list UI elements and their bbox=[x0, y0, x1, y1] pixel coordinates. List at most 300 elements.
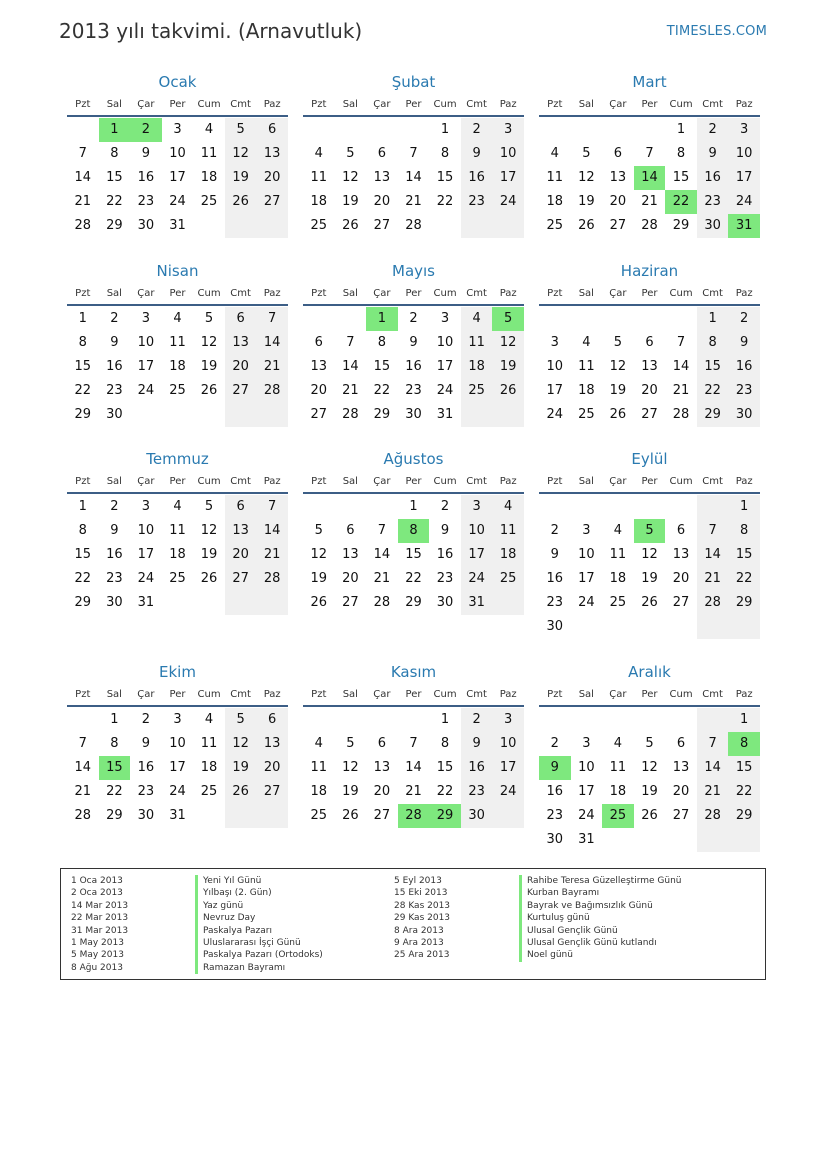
day-cell[interactable]: 2 bbox=[110, 311, 119, 326]
day-cell[interactable]: 17 bbox=[169, 760, 186, 775]
day-cell[interactable]: 30 bbox=[546, 619, 564, 634]
day-cell[interactable]: 26 bbox=[342, 808, 359, 823]
day-cell[interactable]: 24 bbox=[169, 784, 186, 799]
day-cell[interactable]: 22 bbox=[728, 567, 760, 591]
day-cell[interactable]: 24 bbox=[546, 407, 564, 422]
day-cell[interactable]: 17 bbox=[578, 784, 595, 799]
day-cell[interactable]: 8 bbox=[697, 331, 729, 355]
day-cell[interactable]: 12 bbox=[200, 335, 218, 350]
day-cell[interactable]: 23 bbox=[546, 595, 564, 610]
day-cell[interactable]: 14 bbox=[74, 760, 92, 775]
day-cell[interactable]: 21 bbox=[373, 571, 391, 586]
holiday-day-cell[interactable]: 22 bbox=[665, 190, 697, 214]
day-cell[interactable]: 7 bbox=[78, 146, 87, 161]
day-cell[interactable]: 24 bbox=[137, 383, 155, 398]
day-cell[interactable]: 28 bbox=[697, 804, 729, 828]
day-cell[interactable]: 2 bbox=[550, 523, 559, 538]
day-cell[interactable]: 14 bbox=[405, 170, 422, 185]
day-cell[interactable]: 4 bbox=[613, 736, 623, 751]
day-cell[interactable]: 15 bbox=[106, 170, 123, 185]
day-cell[interactable]: 25 bbox=[461, 379, 493, 403]
day-cell[interactable]: 22 bbox=[436, 784, 454, 799]
day-cell[interactable]: 10 bbox=[169, 146, 186, 161]
day-cell[interactable]: 24 bbox=[578, 808, 595, 823]
day-cell[interactable]: 15 bbox=[74, 547, 92, 562]
day-cell[interactable]: 23 bbox=[546, 808, 564, 823]
day-cell[interactable]: 6 bbox=[645, 335, 654, 350]
day-cell[interactable]: 11 bbox=[546, 170, 564, 185]
day-cell[interactable]: 4 bbox=[204, 122, 214, 137]
day-cell[interactable]: 9 bbox=[728, 331, 760, 355]
day-cell[interactable]: 29 bbox=[74, 595, 92, 610]
day-cell[interactable]: 26 bbox=[200, 571, 218, 586]
holiday-day-cell[interactable]: 1 bbox=[99, 118, 131, 142]
day-cell[interactable]: 21 bbox=[74, 784, 92, 799]
day-cell[interactable]: 20 bbox=[672, 571, 690, 586]
day-cell[interactable]: 8 bbox=[440, 146, 450, 161]
day-cell[interactable]: 13 bbox=[373, 760, 391, 775]
holiday-day-cell[interactable]: 9 bbox=[539, 756, 571, 780]
day-cell[interactable]: 14 bbox=[697, 756, 729, 780]
day-cell[interactable]: 19 bbox=[342, 194, 359, 209]
day-cell[interactable]: 29 bbox=[405, 595, 422, 610]
day-cell[interactable]: 16 bbox=[137, 760, 155, 775]
day-cell[interactable]: 18 bbox=[310, 784, 328, 799]
day-cell[interactable]: 21 bbox=[342, 383, 359, 398]
day-cell[interactable]: 19 bbox=[609, 383, 627, 398]
day-cell[interactable]: 27 bbox=[373, 218, 391, 233]
day-cell[interactable]: 13 bbox=[609, 170, 627, 185]
day-cell[interactable]: 22 bbox=[106, 194, 123, 209]
day-cell[interactable]: 5 bbox=[645, 736, 654, 751]
day-cell[interactable]: 17 bbox=[546, 383, 564, 398]
day-cell[interactable]: 3 bbox=[582, 523, 591, 538]
day-cell[interactable]: 28 bbox=[641, 218, 658, 233]
day-cell[interactable]: 16 bbox=[106, 359, 123, 374]
day-cell[interactable]: 5 bbox=[204, 499, 214, 514]
day-cell[interactable]: 14 bbox=[373, 547, 391, 562]
day-cell[interactable]: 10 bbox=[578, 547, 595, 562]
day-cell[interactable]: 20 bbox=[225, 543, 257, 567]
day-cell[interactable]: 20 bbox=[256, 756, 288, 780]
day-cell[interactable]: 4 bbox=[492, 495, 524, 519]
day-cell[interactable]: 9 bbox=[461, 142, 493, 166]
day-cell[interactable]: 13 bbox=[342, 547, 359, 562]
day-cell[interactable]: 10 bbox=[578, 760, 595, 775]
day-cell[interactable]: 4 bbox=[173, 311, 182, 326]
day-cell[interactable]: 15 bbox=[373, 359, 391, 374]
day-cell[interactable]: 23 bbox=[697, 190, 729, 214]
holiday-day-cell[interactable]: 8 bbox=[728, 732, 760, 756]
day-cell[interactable]: 20 bbox=[310, 383, 328, 398]
day-cell[interactable]: 13 bbox=[256, 142, 288, 166]
day-cell[interactable]: 27 bbox=[672, 808, 690, 823]
day-cell[interactable]: 31 bbox=[169, 218, 186, 233]
day-cell[interactable]: 30 bbox=[106, 407, 123, 422]
day-cell[interactable]: 14 bbox=[256, 519, 288, 543]
day-cell[interactable]: 14 bbox=[74, 170, 92, 185]
day-cell[interactable]: 9 bbox=[409, 335, 418, 350]
day-cell[interactable]: 9 bbox=[141, 736, 151, 751]
day-cell[interactable]: 3 bbox=[461, 495, 493, 519]
day-cell[interactable]: 11 bbox=[578, 359, 595, 374]
day-cell[interactable]: 4 bbox=[204, 712, 214, 727]
day-cell[interactable]: 19 bbox=[225, 756, 257, 780]
day-cell[interactable]: 5 bbox=[346, 146, 355, 161]
day-cell[interactable]: 8 bbox=[110, 146, 119, 161]
day-cell[interactable]: 15 bbox=[697, 355, 729, 379]
day-cell[interactable]: 1 bbox=[78, 499, 87, 514]
day-cell[interactable]: 22 bbox=[405, 571, 422, 586]
day-cell[interactable]: 19 bbox=[342, 784, 359, 799]
day-cell[interactable]: 27 bbox=[256, 190, 288, 214]
day-cell[interactable]: 30 bbox=[405, 407, 422, 422]
day-cell[interactable]: 26 bbox=[641, 808, 658, 823]
day-cell[interactable]: 9 bbox=[110, 523, 119, 538]
day-cell[interactable]: 18 bbox=[310, 194, 328, 209]
day-cell[interactable]: 22 bbox=[74, 571, 92, 586]
holiday-day-cell[interactable]: 29 bbox=[429, 804, 461, 828]
day-cell[interactable]: 1 bbox=[409, 499, 418, 514]
day-cell[interactable]: 19 bbox=[578, 194, 595, 209]
holiday-day-cell[interactable]: 5 bbox=[492, 307, 524, 331]
day-cell[interactable]: 11 bbox=[169, 335, 186, 350]
day-cell[interactable]: 6 bbox=[225, 307, 257, 331]
day-cell[interactable]: 15 bbox=[405, 547, 422, 562]
day-cell[interactable]: 29 bbox=[106, 808, 123, 823]
day-cell[interactable]: 6 bbox=[256, 118, 288, 142]
holiday-day-cell[interactable]: 2 bbox=[130, 118, 162, 142]
day-cell[interactable]: 16 bbox=[546, 571, 564, 586]
holiday-day-cell[interactable]: 5 bbox=[634, 519, 666, 543]
day-cell[interactable]: 27 bbox=[609, 218, 627, 233]
day-cell[interactable]: 26 bbox=[609, 407, 627, 422]
holiday-day-cell[interactable]: 15 bbox=[99, 756, 131, 780]
day-cell[interactable]: 6 bbox=[613, 146, 623, 161]
day-cell[interactable]: 20 bbox=[609, 194, 627, 209]
day-cell[interactable]: 28 bbox=[74, 808, 92, 823]
day-cell[interactable]: 1 bbox=[697, 307, 729, 331]
day-cell[interactable]: 31 bbox=[461, 591, 493, 615]
day-cell[interactable]: 26 bbox=[200, 383, 218, 398]
day-cell[interactable]: 16 bbox=[405, 359, 422, 374]
day-cell[interactable]: 16 bbox=[137, 170, 155, 185]
day-cell[interactable]: 22 bbox=[74, 383, 92, 398]
day-cell[interactable]: 1 bbox=[728, 708, 760, 732]
brand-link[interactable]: TIMESLES.COM bbox=[666, 24, 767, 39]
day-cell[interactable]: 25 bbox=[200, 784, 218, 799]
day-cell[interactable]: 13 bbox=[373, 170, 391, 185]
day-cell[interactable]: 7 bbox=[256, 307, 288, 331]
day-cell[interactable]: 8 bbox=[110, 736, 119, 751]
day-cell[interactable]: 7 bbox=[256, 495, 288, 519]
day-cell[interactable]: 6 bbox=[676, 523, 686, 538]
day-cell[interactable]: 8 bbox=[377, 335, 387, 350]
day-cell[interactable]: 3 bbox=[582, 736, 591, 751]
day-cell[interactable]: 7 bbox=[409, 736, 418, 751]
day-cell[interactable]: 29 bbox=[728, 591, 760, 615]
day-cell[interactable]: 29 bbox=[74, 407, 92, 422]
day-cell[interactable]: 19 bbox=[641, 784, 658, 799]
day-cell[interactable]: 6 bbox=[377, 736, 387, 751]
holiday-day-cell[interactable]: 14 bbox=[634, 166, 666, 190]
day-cell[interactable]: 11 bbox=[169, 523, 186, 538]
holiday-day-cell[interactable]: 31 bbox=[728, 214, 760, 238]
day-cell[interactable]: 20 bbox=[672, 784, 690, 799]
day-cell[interactable]: 3 bbox=[550, 335, 559, 350]
day-cell[interactable]: 16 bbox=[728, 355, 760, 379]
day-cell[interactable]: 20 bbox=[342, 571, 359, 586]
day-cell[interactable]: 10 bbox=[461, 519, 493, 543]
day-cell[interactable]: 17 bbox=[436, 359, 454, 374]
day-cell[interactable]: 18 bbox=[200, 170, 218, 185]
day-cell[interactable]: 11 bbox=[310, 170, 328, 185]
day-cell[interactable]: 13 bbox=[641, 359, 658, 374]
day-cell[interactable]: 23 bbox=[405, 383, 422, 398]
day-cell[interactable]: 20 bbox=[225, 355, 257, 379]
day-cell[interactable]: 24 bbox=[169, 194, 186, 209]
day-cell[interactable]: 14 bbox=[672, 359, 690, 374]
holiday-day-cell[interactable]: 8 bbox=[398, 519, 430, 543]
day-cell[interactable]: 21 bbox=[405, 784, 422, 799]
day-cell[interactable]: 27 bbox=[225, 567, 257, 591]
day-cell[interactable]: 7 bbox=[346, 335, 355, 350]
day-cell[interactable]: 10 bbox=[492, 142, 524, 166]
day-cell[interactable]: 25 bbox=[310, 808, 328, 823]
day-cell[interactable]: 4 bbox=[550, 146, 559, 161]
day-cell[interactable]: 18 bbox=[546, 194, 564, 209]
day-cell[interactable]: 20 bbox=[373, 194, 391, 209]
day-cell[interactable]: 18 bbox=[169, 359, 186, 374]
day-cell[interactable]: 16 bbox=[546, 784, 564, 799]
day-cell[interactable]: 5 bbox=[314, 523, 323, 538]
day-cell[interactable]: 7 bbox=[697, 519, 729, 543]
day-cell[interactable]: 5 bbox=[225, 118, 257, 142]
day-cell[interactable]: 19 bbox=[492, 355, 524, 379]
day-cell[interactable]: 2 bbox=[728, 307, 760, 331]
day-cell[interactable]: 14 bbox=[256, 331, 288, 355]
day-cell[interactable]: 28 bbox=[256, 379, 288, 403]
day-cell[interactable]: 2 bbox=[110, 499, 119, 514]
day-cell[interactable]: 30 bbox=[436, 595, 454, 610]
day-cell[interactable]: 16 bbox=[461, 756, 493, 780]
day-cell[interactable]: 21 bbox=[672, 383, 690, 398]
day-cell[interactable]: 29 bbox=[106, 218, 123, 233]
day-cell[interactable]: 5 bbox=[613, 335, 623, 350]
day-cell[interactable]: 28 bbox=[697, 591, 729, 615]
day-cell[interactable]: 4 bbox=[314, 736, 323, 751]
day-cell[interactable]: 7 bbox=[645, 146, 654, 161]
day-cell[interactable]: 13 bbox=[310, 359, 328, 374]
day-cell[interactable]: 30 bbox=[137, 808, 155, 823]
day-cell[interactable]: 11 bbox=[310, 760, 328, 775]
day-cell[interactable]: 19 bbox=[200, 547, 218, 562]
day-cell[interactable]: 17 bbox=[578, 571, 595, 586]
day-cell[interactable]: 6 bbox=[225, 495, 257, 519]
day-cell[interactable]: 13 bbox=[225, 519, 257, 543]
day-cell[interactable]: 6 bbox=[377, 146, 387, 161]
day-cell[interactable]: 12 bbox=[342, 760, 359, 775]
day-cell[interactable]: 25 bbox=[169, 571, 186, 586]
day-cell[interactable]: 23 bbox=[106, 383, 123, 398]
day-cell[interactable]: 9 bbox=[141, 146, 151, 161]
day-cell[interactable]: 10 bbox=[436, 335, 454, 350]
day-cell[interactable]: 23 bbox=[728, 379, 760, 403]
day-cell[interactable]: 17 bbox=[461, 543, 493, 567]
day-cell[interactable]: 21 bbox=[641, 194, 658, 209]
day-cell[interactable]: 5 bbox=[346, 736, 355, 751]
day-cell[interactable]: 25 bbox=[169, 383, 186, 398]
day-cell[interactable]: 29 bbox=[672, 218, 690, 233]
day-cell[interactable]: 25 bbox=[546, 218, 564, 233]
day-cell[interactable]: 21 bbox=[697, 567, 729, 591]
day-cell[interactable]: 24 bbox=[492, 190, 524, 214]
day-cell[interactable]: 8 bbox=[78, 523, 87, 538]
day-cell[interactable]: 31 bbox=[169, 808, 186, 823]
day-cell[interactable]: 17 bbox=[728, 166, 760, 190]
day-cell[interactable]: 18 bbox=[609, 784, 627, 799]
day-cell[interactable]: 28 bbox=[256, 567, 288, 591]
day-cell[interactable]: 21 bbox=[74, 194, 92, 209]
day-cell[interactable]: 28 bbox=[74, 218, 92, 233]
day-cell[interactable]: 13 bbox=[256, 732, 288, 756]
day-cell[interactable]: 27 bbox=[641, 407, 658, 422]
day-cell[interactable]: 5 bbox=[582, 146, 591, 161]
day-cell[interactable]: 28 bbox=[373, 595, 391, 610]
day-cell[interactable]: 11 bbox=[200, 146, 218, 161]
day-cell[interactable]: 23 bbox=[461, 190, 493, 214]
day-cell[interactable]: 16 bbox=[436, 547, 454, 562]
day-cell[interactable]: 26 bbox=[225, 190, 257, 214]
day-cell[interactable]: 24 bbox=[728, 190, 760, 214]
day-cell[interactable]: 17 bbox=[492, 756, 524, 780]
day-cell[interactable]: 8 bbox=[78, 335, 87, 350]
day-cell[interactable]: 9 bbox=[440, 523, 450, 538]
day-cell[interactable]: 8 bbox=[440, 736, 450, 751]
day-cell[interactable]: 15 bbox=[74, 359, 92, 374]
day-cell[interactable]: 13 bbox=[672, 547, 690, 562]
day-cell[interactable]: 12 bbox=[342, 170, 359, 185]
day-cell[interactable]: 18 bbox=[200, 760, 218, 775]
day-cell[interactable]: 22 bbox=[373, 383, 391, 398]
day-cell[interactable]: 29 bbox=[697, 403, 729, 427]
day-cell[interactable]: 27 bbox=[256, 780, 288, 804]
day-cell[interactable]: 11 bbox=[492, 519, 524, 543]
day-cell[interactable]: 21 bbox=[256, 543, 288, 567]
day-cell[interactable]: 15 bbox=[436, 760, 454, 775]
day-cell[interactable]: 31 bbox=[436, 407, 454, 422]
day-cell[interactable]: 1 bbox=[110, 712, 119, 727]
day-cell[interactable]: 21 bbox=[405, 194, 422, 209]
day-cell[interactable]: 8 bbox=[676, 146, 686, 161]
day-cell[interactable]: 20 bbox=[256, 166, 288, 190]
day-cell[interactable]: 6 bbox=[346, 523, 355, 538]
day-cell[interactable]: 7 bbox=[78, 736, 87, 751]
day-cell[interactable]: 30 bbox=[106, 595, 123, 610]
day-cell[interactable]: 25 bbox=[200, 194, 218, 209]
holiday-day-cell[interactable]: 28 bbox=[398, 804, 430, 828]
day-cell[interactable]: 10 bbox=[137, 523, 155, 538]
day-cell[interactable]: 29 bbox=[728, 804, 760, 828]
day-cell[interactable]: 10 bbox=[492, 732, 524, 756]
day-cell[interactable]: 4 bbox=[173, 499, 182, 514]
day-cell[interactable]: 29 bbox=[373, 407, 391, 422]
day-cell[interactable]: 2 bbox=[697, 118, 729, 142]
day-cell[interactable]: 4 bbox=[314, 146, 323, 161]
day-cell[interactable]: 2 bbox=[461, 118, 493, 142]
day-cell[interactable]: 30 bbox=[728, 403, 760, 427]
day-cell[interactable]: 25 bbox=[492, 567, 524, 591]
day-cell[interactable]: 10 bbox=[169, 736, 186, 751]
day-cell[interactable]: 22 bbox=[106, 784, 123, 799]
day-cell[interactable]: 13 bbox=[672, 760, 690, 775]
day-cell[interactable]: 2 bbox=[461, 708, 493, 732]
day-cell[interactable]: 15 bbox=[672, 170, 690, 185]
day-cell[interactable]: 17 bbox=[137, 359, 155, 374]
day-cell[interactable]: 22 bbox=[728, 780, 760, 804]
day-cell[interactable]: 10 bbox=[137, 335, 155, 350]
day-cell[interactable]: 11 bbox=[609, 760, 627, 775]
day-cell[interactable]: 17 bbox=[492, 166, 524, 190]
day-cell[interactable]: 1 bbox=[676, 122, 686, 137]
day-cell[interactable]: 27 bbox=[373, 808, 391, 823]
day-cell[interactable]: 9 bbox=[697, 142, 729, 166]
day-cell[interactable]: 12 bbox=[225, 142, 257, 166]
day-cell[interactable]: 7 bbox=[676, 335, 686, 350]
day-cell[interactable]: 27 bbox=[225, 379, 257, 403]
day-cell[interactable]: 2 bbox=[440, 499, 450, 514]
day-cell[interactable]: 21 bbox=[697, 780, 729, 804]
day-cell[interactable]: 21 bbox=[256, 355, 288, 379]
day-cell[interactable]: 12 bbox=[310, 547, 328, 562]
day-cell[interactable]: 12 bbox=[225, 732, 257, 756]
day-cell[interactable]: 6 bbox=[256, 708, 288, 732]
day-cell[interactable]: 17 bbox=[137, 547, 155, 562]
day-cell[interactable]: 30 bbox=[697, 214, 729, 238]
day-cell[interactable]: 30 bbox=[137, 218, 155, 233]
day-cell[interactable]: 16 bbox=[461, 166, 493, 190]
day-cell[interactable]: 23 bbox=[137, 784, 155, 799]
holiday-day-cell[interactable]: 25 bbox=[602, 804, 634, 828]
day-cell[interactable]: 2 bbox=[141, 712, 151, 727]
day-cell[interactable]: 31 bbox=[578, 832, 595, 847]
day-cell[interactable]: 28 bbox=[672, 407, 690, 422]
day-cell[interactable]: 14 bbox=[342, 359, 359, 374]
day-cell[interactable]: 30 bbox=[546, 832, 564, 847]
day-cell[interactable]: 3 bbox=[440, 311, 450, 326]
day-cell[interactable]: 5 bbox=[204, 311, 214, 326]
day-cell[interactable]: 15 bbox=[436, 170, 454, 185]
day-cell[interactable]: 3 bbox=[492, 708, 524, 732]
day-cell[interactable]: 2 bbox=[550, 736, 559, 751]
day-cell[interactable]: 10 bbox=[546, 359, 564, 374]
day-cell[interactable]: 12 bbox=[641, 760, 658, 775]
day-cell[interactable]: 1 bbox=[728, 495, 760, 519]
day-cell[interactable]: 17 bbox=[169, 170, 186, 185]
holiday-day-cell[interactable]: 1 bbox=[366, 307, 398, 331]
day-cell[interactable]: 9 bbox=[110, 335, 119, 350]
day-cell[interactable]: 25 bbox=[609, 595, 627, 610]
day-cell[interactable]: 23 bbox=[106, 571, 123, 586]
day-cell[interactable]: 3 bbox=[173, 712, 182, 727]
day-cell[interactable]: 30 bbox=[461, 804, 493, 828]
day-cell[interactable]: 23 bbox=[436, 571, 454, 586]
day-cell[interactable]: 12 bbox=[492, 331, 524, 355]
day-cell[interactable]: 16 bbox=[697, 166, 729, 190]
day-cell[interactable]: 3 bbox=[141, 311, 151, 326]
day-cell[interactable]: 7 bbox=[697, 732, 729, 756]
day-cell[interactable]: 26 bbox=[492, 379, 524, 403]
